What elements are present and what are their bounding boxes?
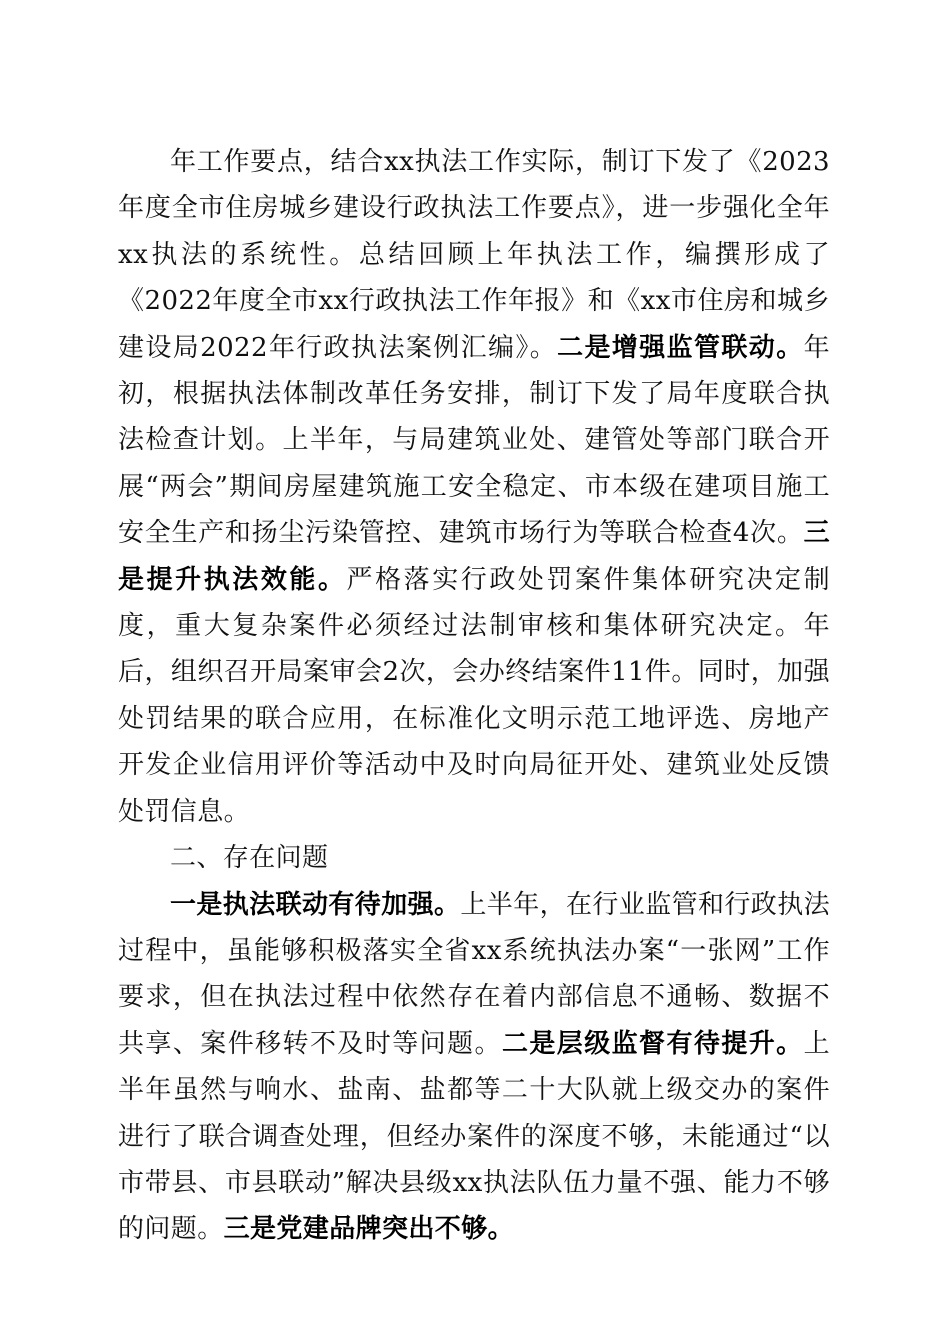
paragraph-work-summary [118, 139, 830, 835]
bold-point-two: 二是增强监管联动。 [557, 332, 804, 363]
bold-problem-one: 一是执法联动有待加强。 [170, 889, 461, 920]
paragraph-text: 上半年，在行业监管和行政执法过程中，虽能够积极落实全省xx系统执法办案“一张网”工作要求，但在执法过程中依然存在着内部信息不通畅、数据不共享、案件移转不及时等问题。 [118, 889, 831, 1059]
paragraph-text: 年工作要点，结合xx执法工作实际，制订下发了《2023年度全市住房城乡建设行政执法工作要点》，进一步强化全年xx执法的系统性。总结回顾上年执法工作，编撰形成了《2022年度全市xx行政执法工作年报》和《xx市住房和城乡建设局2022年行政执法案例汇编》。 [118, 147, 830, 363]
bold-problem-two: 二是层级监督有待提升。 [501, 1028, 804, 1059]
paragraph-problems [118, 882, 830, 1253]
bold-point-three: 三是提升执法效能。 [118, 518, 830, 595]
paragraph-text: 严格落实行政处罚案件集体研究决定制度，重大复杂案件必须经过法制审核和集体研究决定。年后，组织召开局案审会2次，会办终结案件11件。同时，加强处罚结果的联合应用，在标准化文明示范工地评选、房地产开发企业信用评价等活动中及时向局征开处、建筑业处反馈处罚信息。 [118, 564, 830, 827]
section-heading: 二、存在问题 [170, 843, 329, 874]
document-body [118, 139, 830, 1253]
paragraph-text: 上半年虽然与响水、盐南、盐都等二十大队就上级交办的案件进行了联合调查处理，但经办案件的深度不够，未能通过“以市带县、市县联动”解决县级xx执法队伍力量不强、能力不够的问题。 [118, 1028, 830, 1245]
paragraph-text: 年初，根据执法体制改革任务安排，制订下发了局年度联合执法检查计划。上半年，与局建筑业处、建管处等部门联合开展“两会”期间房屋建筑施工安全稳定、市本级在建项目施工安全生产和扬尘污染管控、建筑市场行为等联合检查4次。 [118, 332, 830, 549]
bold-problem-three: 三是党建品牌突出不够。 [223, 1214, 515, 1245]
